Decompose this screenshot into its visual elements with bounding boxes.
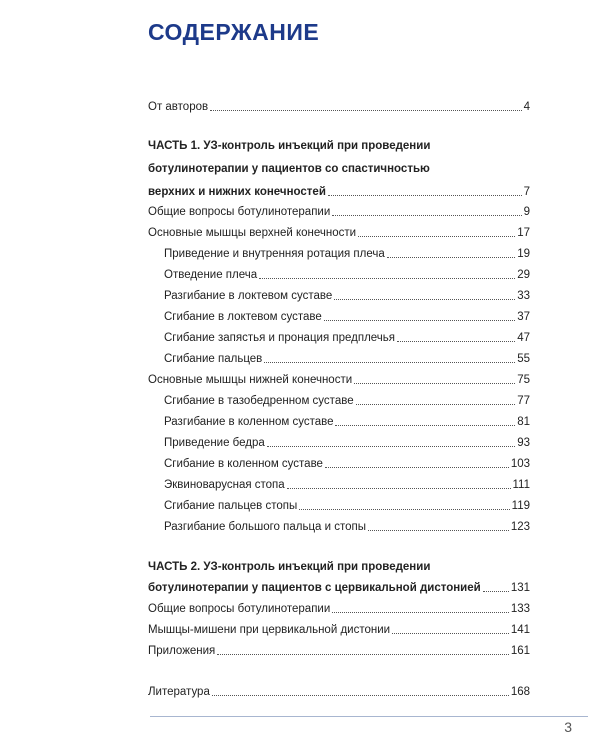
toc-entry[interactable] — [164, 432, 530, 450]
toc-entry[interactable] — [164, 327, 530, 345]
part2-heading-line2: ботулинотерапии у пациентов с цервикальной дистонией — [148, 582, 481, 594]
toc-entry-page: 141 — [510, 624, 530, 636]
toc-entry-text: Приложения — [148, 645, 216, 657]
toc-entry[interactable] — [148, 619, 530, 637]
toc-entry-text: Основные мышцы нижней конечности — [148, 374, 353, 386]
leader-dots — [210, 110, 521, 111]
toc-entry-page: 75 — [517, 374, 530, 386]
leader-dots — [483, 591, 509, 592]
toc-entry-page: 55 — [517, 353, 530, 365]
toc-entry[interactable] — [164, 348, 530, 366]
leader-dots — [358, 236, 515, 237]
toc-entry-text: Сгибание в тазобедренном суставе — [164, 395, 354, 407]
part1-heading-line1: ЧАСТЬ 1. УЗ-контроль инъекций при проведении — [148, 140, 431, 152]
page-title: СОДЕРЖАНИЕ — [148, 19, 320, 45]
toc-entry-text: От авторов — [148, 101, 209, 113]
toc-entry-page: 29 — [517, 269, 530, 281]
toc-entry[interactable] — [148, 201, 530, 219]
toc-entry-page: 17 — [517, 227, 530, 239]
footer-rule — [150, 716, 588, 717]
toc-entry-page: 161 — [510, 645, 530, 657]
part1-heading-line2: ботулинотерапии у пациентов со спастичностью — [148, 163, 430, 175]
toc-entry-text: Сгибание в локтевом суставе — [164, 311, 322, 323]
leader-dots — [397, 341, 515, 342]
toc-entry-page: 131 — [510, 582, 530, 594]
leader-dots — [287, 488, 511, 489]
toc-entry-text: Разгибание в локтевом суставе — [164, 290, 333, 302]
leader-dots — [267, 446, 515, 447]
leader-dots — [368, 530, 509, 531]
leader-dots — [354, 383, 515, 384]
toc-entry-page: 133 — [510, 603, 530, 615]
toc-entry-page: 103 — [510, 458, 530, 470]
toc-entry-text: Сгибание запястья и пронация предплечья — [164, 332, 396, 344]
toc-entry[interactable] — [164, 390, 530, 408]
toc-entry-page: 168 — [510, 686, 530, 698]
toc-entry-text: Эквиноварусная стопа — [164, 479, 285, 491]
toc-entry-text: Разгибание в коленном суставе — [164, 416, 334, 428]
toc-entry-from-authors[interactable] — [148, 96, 530, 114]
toc-entry-part1[interactable] — [148, 181, 530, 199]
toc-entry-text: Отведение плеча — [164, 269, 258, 281]
toc-entry[interactable] — [164, 264, 530, 282]
toc-entry-page: 4 — [523, 101, 530, 113]
toc-entry-page: 77 — [517, 395, 530, 407]
toc-entry[interactable] — [148, 640, 530, 658]
leader-dots — [334, 299, 515, 300]
toc-entry[interactable] — [148, 222, 530, 240]
toc-entry-page: 37 — [517, 311, 530, 323]
toc-entry[interactable] — [164, 243, 530, 261]
page-number: 3 — [564, 719, 572, 735]
toc-entry-text: Основные мышцы верхней конечности — [148, 227, 357, 239]
toc-entry-text: Общие вопросы ботулинотерапии — [148, 206, 331, 218]
toc-entry[interactable] — [164, 516, 530, 534]
toc-entry[interactable] — [164, 474, 530, 492]
toc-entry[interactable] — [148, 369, 530, 387]
leader-dots — [324, 320, 515, 321]
toc-entry-page: 119 — [511, 500, 530, 512]
leader-dots — [264, 362, 515, 363]
toc-entry-page: 19 — [517, 248, 530, 260]
toc-entry-text: Сгибание в коленном суставе — [164, 458, 323, 470]
toc-entry-text: Сгибание пальцев — [164, 353, 263, 365]
leader-dots — [299, 509, 509, 510]
toc-entry-page: 7 — [523, 186, 530, 198]
toc-entry-text: Мышцы-мишени при цервикальной дистонии — [148, 624, 391, 636]
toc-entry-page: 111 — [512, 479, 530, 491]
leader-dots — [212, 695, 509, 696]
toc-entry-literature[interactable] — [148, 681, 530, 699]
leader-dots — [387, 257, 515, 258]
leader-dots — [335, 425, 515, 426]
leader-dots — [392, 633, 509, 634]
leader-dots — [332, 215, 521, 216]
toc-entry-text: Приведение бедра — [164, 437, 265, 449]
toc-entry-text: Литература — [148, 686, 210, 698]
part2-heading-line1: ЧАСТЬ 2. УЗ-контроль инъекций при проведении — [148, 561, 431, 573]
leader-dots — [332, 612, 509, 613]
toc-entry-page: 33 — [517, 290, 530, 302]
toc-entry[interactable] — [148, 598, 530, 616]
leader-dots — [356, 404, 516, 405]
toc-entry[interactable] — [164, 306, 530, 324]
toc-entry-text: Разгибание большого пальца и стопы — [164, 521, 367, 533]
toc-entry-page: 93 — [517, 437, 530, 449]
leader-dots — [217, 654, 509, 655]
toc-entry[interactable] — [164, 495, 530, 513]
toc-entry-page: 123 — [510, 521, 530, 533]
toc-entry[interactable] — [164, 453, 530, 471]
toc-entry-page: 47 — [517, 332, 530, 344]
toc-entry-page: 9 — [523, 206, 530, 218]
toc-entry-part2[interactable] — [148, 577, 530, 595]
toc-entry-text: Общие вопросы ботулинотерапии — [148, 603, 331, 615]
toc-entry-text: Приведение и внутренняя ротация плеча — [164, 248, 385, 260]
toc-entry[interactable] — [164, 411, 530, 429]
leader-dots — [259, 278, 515, 279]
part1-heading-line3: верхних и нижних конечностей — [148, 186, 326, 198]
toc-entry-text: Сгибание пальцев стопы — [164, 500, 298, 512]
leader-dots — [325, 467, 509, 468]
toc-entry-page: 81 — [517, 416, 530, 428]
toc-entry[interactable] — [164, 285, 530, 303]
leader-dots — [328, 195, 522, 196]
